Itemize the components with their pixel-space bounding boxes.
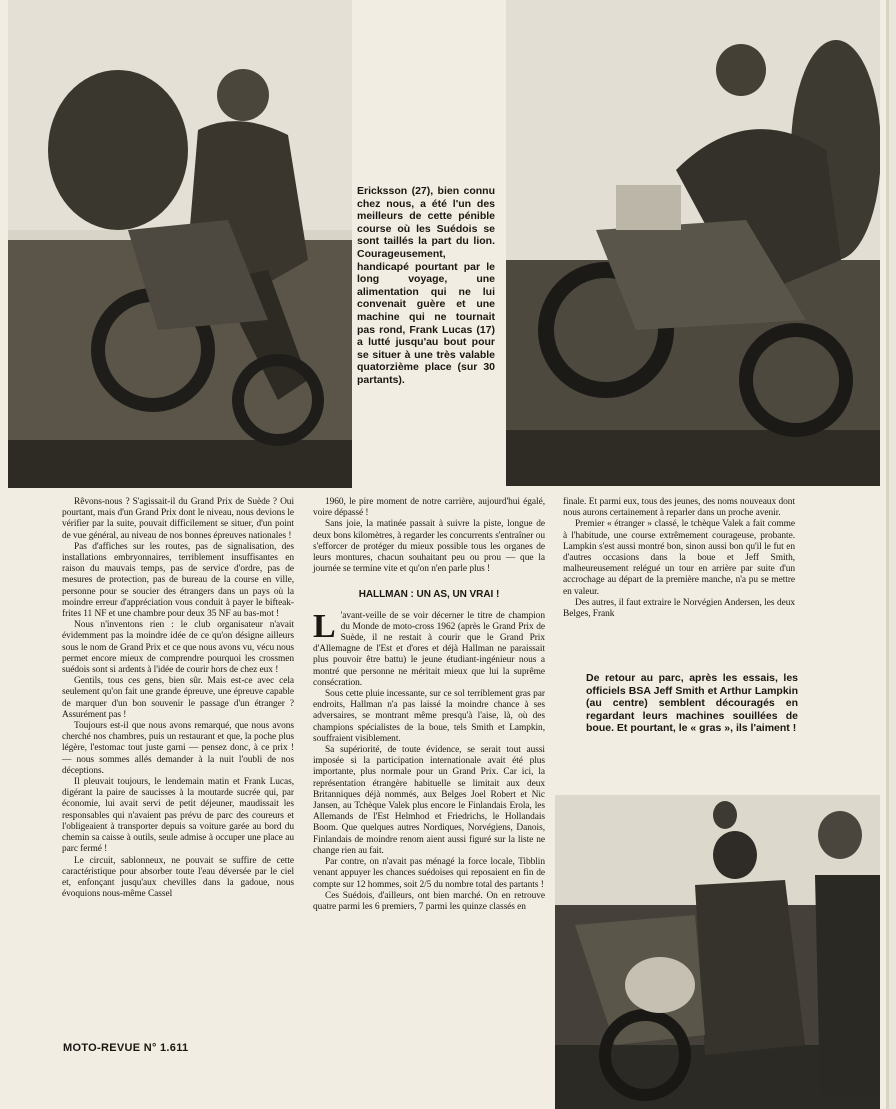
paragraph: Sa supériorité, de toute évidence, se serait tout aussi imposée si la participation internationale avait été plus importante, plus normale pour un Grand Prix. Car ici, la représentation étrangère habituelle se limitait aux deux Britanniques déjà nommés, aux Belges Joel Robert et Nic Jansen, au Tchèque Valek plus encore le Finlandais Erola, les Allemands de l'Est Helmhod et Friedrichs, le Hollandais Boom. Que quelques autres Nordiques, Norvégiens, Danois, Finlandais de moindre renom aient aussi figuré sur la liste ne change rien au fait.	[313, 745, 545, 856]
paragraph: Sous cette pluie incessante, sur ce sol terriblement gras par endroits, Hallman n'a pas laissé la moindre chance à ses adversaires, se montrant même presqu'à l'aise, là, où des champions spécialistes de la boue, tels Smith et Lampkin, souffraient visiblement.	[313, 689, 545, 744]
paragraph: Premier « étranger » classé, le tchèque Valek a fait comme à l'habitude, une course extrêmement courageuse, probante. Lampkin s'est aussi montré bon, sinon aussi bon qu'il le fut en d'autres occasions dans la boue et Jeff Smith, malheureusement relégué un tour en arrière par suite d'un accrochage au départ de la première manche, n'a pu se mettre en valeur.	[563, 519, 795, 597]
paragraph: 1960, le pire moment de notre carrière, aujourd'hui égalé, voire dépassé !	[313, 497, 545, 519]
article-column-3	[563, 497, 795, 620]
paragraph: Pas d'affiches sur les routes, pas de signalisation, des installations embryonnaires, terriblement insuffisantes en raison du mauvais temps, pas de service d'ordre, pas de mesures de protection, pas de bureau de la course en ville, personne pour se soucier des étrangers dans un pays où la moindre erreur d'appréciation vous conduit à payer le bifteak-frites 11 NF et une chambre pour deux 35 NF au bas-mot !	[62, 541, 294, 620]
photo-rider-right	[506, 0, 880, 486]
paragraph: Rêvons-nous ? S'agissait-il du Grand Prix de Suède ? Oui pourtant, mais d'un Grand Prix dont le niveau, nous devions le vérifier par la suite, pouvait difficilement se situer, d'un point de vue général, au niveau de nos bonnes épreuves nationales !	[62, 497, 294, 541]
article-column-1	[62, 497, 294, 900]
paragraph: Des autres, il faut extraire le Norvégien Andersen, les deux Belges, Frank	[563, 597, 795, 620]
dropcap-letter: L	[313, 607, 336, 645]
paragraph: Le circuit, sablonneux, ne pouvait se suffire de cette caractéristique pour absorber toute l'eau déversée par le ciel et, enfonçant jusqu'aux chevilles dans la gadoue, nous évoquions nous-même Cassel	[62, 855, 294, 900]
photo-rider-left	[8, 0, 352, 488]
section-heading: HALLMAN : UN AS, UN VRAI !	[358, 589, 500, 601]
caption-bottom: De retour au parc, après les essais, les officiels BSA Jeff Smith et Arthur Lampkin (au centre) semblent découragés en regardant leurs machines souillées de boue. Et pourtant, le « gras », ils l'aiment !	[586, 672, 798, 735]
paragraph: Toujours est-il que nous avons remarqué, que nous avons cherché nos chambres, puis un restaurant et que, la poche plus légère, l'estomac tout juste garni — pensez donc, à ce prix ! — nous sommes allés demander à la nuit l'oubli de nos déceptions.	[62, 721, 294, 776]
paragraph: Sans joie, la matinée passait à suivre la piste, longue de deux bons kilomètres, à regarder les concurrents s'entraîner ou s'efforcer de protéger du mieux possible tous les organes de leurs montures, chacun souhaitant peu ou prou — que la journée se termine vite et qu'on n'en parle plus !	[313, 519, 545, 575]
paragraph: finale. Et parmi eux, tous des jeunes, des noms nouveaux dont nous aurons certainement à reparler dans un proche avenir.	[563, 497, 795, 519]
article-column-2	[313, 497, 545, 913]
paragraph: Par contre, on n'avait pas ménagé la force locale, Tibblin venant appuyer les chances suédoises qui reposaient en fin de compte sur 12 hommes, soit 2/5 du nombre total des partants !	[313, 857, 545, 890]
caption-top: Ericksson (27), bien connu chez nous, a été l'un des meilleurs de cette pénible course où les Suédois se sont taillés la part du lion. Courageusement, handicapé pourtant par le long voyage, une alimentation qui ne lui convenait guère et une machine qui ne tournait pas rond, Frank Lucas (17) a lutté jusqu'au bout pour se situer à une très valable quatorzième place (sur 30 partants).	[357, 185, 495, 386]
motocross-rider-image	[8, 0, 352, 488]
motocross-rider-image	[506, 0, 880, 486]
paragraph: Il pleuvait toujours, le lendemain matin et Frank Lucas, digérant la paire de saucisses à la moutarde sucrée qui, par économie, lui avait servi de petit déjeuner, maudissait les responsables qui n'avaient pas prévu de parc des coureurs et l'obligeaient à transporter depuis sa voiture garée au bord du chemin sa caisse à outils, seule admise à occuper une place au parc fermé !	[62, 777, 294, 855]
paragraph-dropcap	[313, 607, 545, 689]
paragraph: Ces Suédois, d'ailleurs, ont bien marché. On en retrouve quatre parmi les 6 premiers, 7 parmi les quinze classés en	[313, 890, 545, 912]
officials-machines-image	[555, 795, 880, 1109]
paragraph: Gentils, tous ces gens, bien sûr. Mais est-ce avec cela seulement qu'on fait une grande épreuve, une épreuve capable de marquer d'un bon souvenir le passage d'un étranger ? Assurément pas !	[62, 676, 294, 720]
paragraph-text: 'avant-veille de se voir décerner le titre de champion du Monde de moto-cross 1962 (après le Grand Prix de Suède, il ne restait à courir que le Grand Prix d'Allemagne de l'Est et d'ores et déjà Hallman ne paraissait plus pouvoir être battu) le jeune étudiant-ingénieur nous a montré que personne ne méritait mieux que lui la suprême consécration.	[313, 610, 545, 688]
photo-officials-parc	[555, 795, 880, 1109]
paragraph: Nous n'inventons rien : le club organisateur n'avait évidemment pas la moindre idée de ce qu'on désigne ailleurs sous le nom de Grand Prix et ce que nous avons vu, vécu nous permet encore mieux de comprendre pourquoi les crossmen suédois sont si ardents à l'idée de courir hors de chez eux !	[62, 620, 294, 676]
magazine-footer: MOTO-REVUE N° 1.611	[63, 1042, 189, 1054]
